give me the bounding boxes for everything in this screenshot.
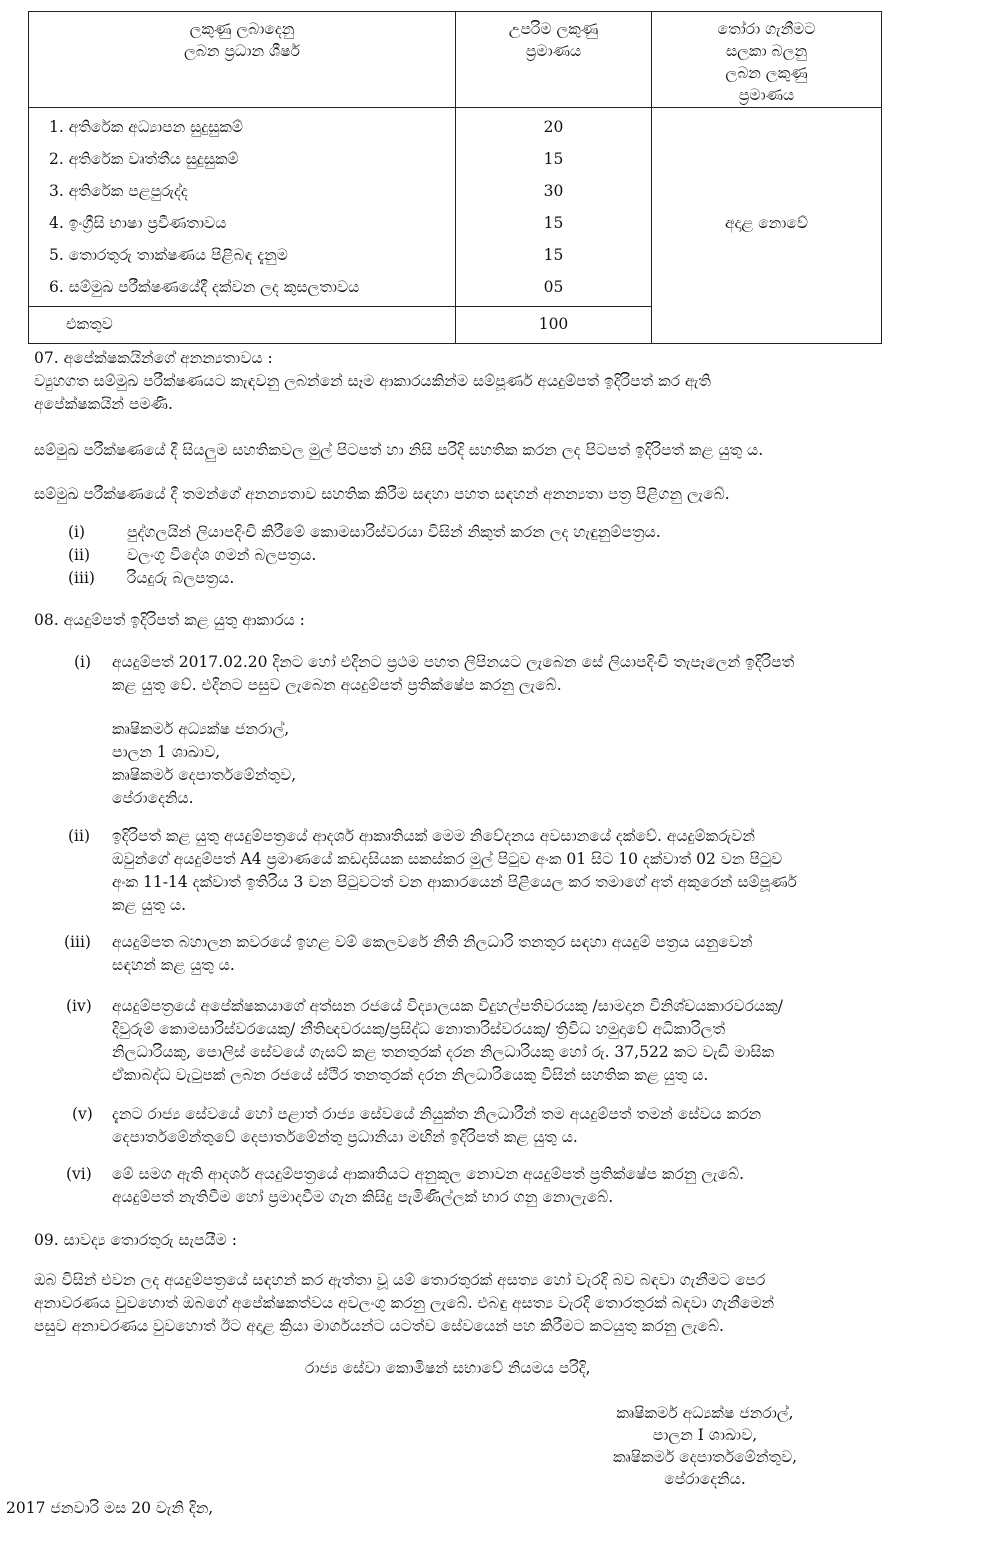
header-col2-line2: ප්‍රමාණය: [525, 42, 582, 60]
item-ii-line: ඔවුන්ගේ අයදුම්පත් A4 ප්‍රමාණයේ කඩදාසියක සකස්කර මුල් පිටුව අංක 01 සිට 10 දක්වාත් 02 වන පිටුව: [112, 850, 783, 868]
item-iv-line: දිවුරුම් කොමසාරිස්වරයෙකු/ නීතිඥවරයකු/ප්‍රසිද්ධ නොතාරිස්වරයකු/ ත්‍රිවිධ හමුදාවේ අධිකාරිලත්: [112, 1020, 726, 1038]
item-v-line: දෙපාර්තමේන්තුවේ දෙපාර්තමේන්තු ප්‍රධානියා මඟින් ඉදිරිපත් කළ යුතු ය.: [112, 1128, 578, 1146]
item-vi-line: මේ සමග ඇති ආදර්ශ අයදුම්පත්‍රයේ ආකෘතියට අනුකූල නොවන අයදුම්පත් ප්‍රතික්ෂේප කරනු ලැබේ.: [112, 1165, 745, 1183]
item-iii-line: අයදුම්පත බහාලන කවරයේ ඉහළ වම් කෙලවරේ නීති නිලධාරි තනතුර සඳහා අයදුම් පත්‍රය යනුවෙන්: [112, 933, 753, 951]
address-line: කෘෂිකර්ම දෙපාර්තමේන්තුව,: [112, 766, 297, 784]
section-07-heading: 07. අපේක්ෂකයින්ගේ අනන්‍යතාවය :: [34, 349, 273, 367]
item-ii-line: ඉදිරිපත් කළ යුතු අයදුම්පත්‍රයේ ආදර්ශ ආකෘතියක් මෙම නිවේදනය අවසානයේ දක්වේ. අයදුම්කරුවන්: [112, 827, 755, 845]
section-07-para3: සම්මුඛ පරීක්ෂණයේ දී තමන්ගේ අනන්‍යතාව සහතික කිරීම සඳහා පහත සඳහන් අනන්‍යතා පත්‍ර පිළිගනු ලැබේ.: [34, 485, 730, 503]
header-col3-line1: තෝරා ගැනීමට: [717, 20, 816, 38]
marks-value: 20: [543, 118, 564, 136]
address-line: කෘෂිකර්ම අධ්‍යක්ෂ ජනරාල්,: [112, 720, 290, 738]
id-item-text: පුද්ගලයින් ලියාපදිංචි කිරීමේ කොමසාරිස්වරයා විසින් නිකුත් කරන ලද හැඳුනුම්පත්‍රය.: [127, 523, 661, 541]
not-applicable-text: අදාළ නොවේ: [724, 214, 809, 232]
id-item-number: (iii): [68, 569, 95, 587]
header-col2-line1: උපරිම ලකුණු: [508, 20, 599, 38]
section-09-line: පසුව අනාවරණය වුවහොත් ඊට අදාළ ක්‍රියා මාර්ගයන්ට යටත්ව සේවයෙන් පහ කිරීමට කටයුතු කරනු ලැබේ.: [34, 1317, 724, 1335]
item-i-number: (i): [74, 653, 92, 671]
header-considered-marks: [652, 12, 882, 108]
criteria-row: 4. ඉංග්‍රීසි භාෂා ප්‍රවීණතාවය: [49, 214, 227, 232]
section-09-heading: 09. සාවද්‍ය තොරතුරු සැපයීම :: [34, 1231, 237, 1249]
signature-line: කෘෂිකර්ම අධ්‍යක්ෂ ජනරාල්,: [616, 1404, 794, 1422]
item-v-line: දැනට රාජ්‍ය සේවයේ හෝ පළාත් රාජ්‍ය සේවයේ නියුක්ත නිලධාරීන් තම අයදුම්පත් තමන් සේවය කරන: [112, 1105, 762, 1123]
item-iv-line: අයදුම්පත්‍රයේ අපේක්ෂකයාගේ අත්සන රජයේ විද්‍යාලයක විදුහල්පතිවරයකු /සාමදාන විනිශ්චයකාරවරයකු/: [112, 997, 783, 1015]
marks-value: 30: [543, 182, 564, 200]
criteria-row: 6. සම්මුඛ පරීක්ෂණයේදී දක්වන ලද කුසලතාවය: [49, 278, 360, 296]
item-vi-number: (vi): [66, 1165, 92, 1183]
header-col3-line2: සලකා බලනු: [725, 42, 808, 60]
criteria-row: 2. අතිරේක වෘත්තීය සුදුසුකම්: [49, 150, 239, 168]
marks-value: 15: [543, 246, 564, 264]
marks-cell: [456, 108, 652, 307]
marks-table: [28, 11, 882, 344]
closing-line: රාජ්‍ය සේවා කොමිෂන් සභාවේ නියමය පරිදි,: [305, 1359, 591, 1377]
item-ii-line: කළ යුතු ය.: [112, 896, 187, 914]
item-iv-number: (iv): [66, 997, 92, 1015]
not-applicable-cell: [652, 108, 882, 344]
marks-value: 15: [543, 150, 564, 168]
signature-line: පේරාදෙනිය.: [664, 1470, 746, 1488]
signature-block: [560, 1402, 850, 1490]
item-v-number: (v): [72, 1105, 93, 1123]
id-item-number: (i): [68, 523, 86, 541]
header-col3-line4: ප්‍රමාණය: [738, 86, 795, 104]
section-09-line: ඔබ විසින් එවන ලද අයදුම්පත්‍රයේ සඳහන් කර ඇත්තා වූ යම් තොරතුරක් අසත්‍ය හෝ වැරදි බව බඳවා ගැනීමට පෙර: [34, 1271, 766, 1289]
header-max-marks: [456, 12, 652, 108]
header-col1-line1: ලකුණු ලබාදෙනු: [189, 20, 295, 38]
criteria-cell: [29, 108, 456, 307]
section-08-heading: 08. අයදුම්පත් ඉදිරිපත් කළ යුතු ආකාරය :: [34, 611, 305, 629]
criteria-row: 5. තොරතුරු තාක්ෂණය පිළිබඳ දැනුම: [49, 246, 288, 264]
total-value-cell: [456, 307, 652, 344]
item-i-line: කළ යුතු වේ. එදිනට පසුව ලැබෙන අයදුම්පත් ප්‍රතික්ෂේප කරනු ලැබේ.: [112, 676, 562, 694]
date-line: 2017 ජනවාරි මස 20 වැනි දින,: [6, 1499, 214, 1517]
total-value: 100: [538, 315, 569, 333]
section-07-para1-line1: ව්‍යුහගත සම්මුඛ පරීක්ෂණයට කැඳවනු ලබන්නේ සෑම ආකාරයකින්ම සම්පූර්ණ අයදුම්පත් ඉදිරිපත් කර ඇති: [34, 372, 712, 390]
criteria-row: 3. අතිරේක පළපුරුද්ද: [49, 182, 188, 200]
total-label: එකතුව: [66, 315, 113, 333]
id-item-text: රියදුරු බලපත්‍රය.: [127, 569, 235, 587]
address-line: පාලන 1 ශාඛාව,: [112, 743, 221, 761]
header-col3-line3: ලබන ලකුණු: [725, 64, 808, 82]
criteria-row: 1. අතිරේක අධ්‍යාපන සුදුසුකම්: [49, 118, 244, 136]
item-ii-line: අංක 11-14 දක්වාත් ඉතිරිය 3 වන පිටුවටත් වන ආකාරයෙන් පිළියෙල කර තමාගේ අත් අකුරෙන් සම්පූර්ණ: [112, 873, 797, 891]
item-ii-number: (ii): [68, 827, 91, 845]
item-iv-line: ඒකාබද්ධ වැටුපක් ලබන රජයේ ස්ථිර තනතුරක් දරන නිලධාරියෙකු විසින් සහතික කළ යුතු ය.: [112, 1066, 709, 1084]
signature-line: කෘෂිකර්ම දෙපාර්තමේන්තුව,: [612, 1448, 798, 1466]
item-iv-line: නිලධාරියකු, පොලිස් සේවයේ ගැසට් කළ තනතුරක් දරන නිලධාරියකු හෝ රු. 37,522 කට වැඩි මාසික: [112, 1043, 775, 1061]
section-07-para2: සම්මුඛ පරීක්ෂණයේ දී සියලුම සහතිකවල මුල් පිටපත් හා නිසි පරිදි සහතික කරන ලද පිටපත් ඉදිරිපත් කළ යුතු ය.: [34, 441, 764, 459]
marks-value: 15: [543, 214, 564, 232]
header-col1-line2: ලබන ප්‍රධාන ශීර්ෂ: [184, 42, 300, 60]
section-07-para1-line2: අපේක්ෂකයින් පමණි.: [34, 395, 173, 413]
item-iii-number: (iii): [64, 933, 91, 951]
marks-value: 05: [543, 278, 564, 296]
id-item-number: (ii): [68, 546, 91, 564]
item-iii-line: සඳහන් කළ යුතු ය.: [112, 956, 235, 974]
total-label-cell: [29, 307, 456, 344]
address-line: පේරාදෙනිය.: [112, 789, 194, 807]
signature-line: පාලන I ශාඛාව,: [652, 1426, 758, 1444]
id-item-text: වලංගු විදේශ ගමන් බලපත්‍රය.: [127, 546, 317, 564]
item-i-line: අයදුම්පත් 2017.02.20 දිනට හෝ එදිනට ප්‍රථම පහත ලිපිනයට ලැබෙන සේ ලියාපදිංචි තැපෑලෙන් ඉදිරිපත්: [112, 653, 795, 671]
item-vi-line: අයදුම්පත් නැතිවීම හෝ ප්‍රමාදවීම ගැන කිසිදු පැමිණිල්ලක් භාර ගනු නොලැබේ.: [112, 1188, 614, 1206]
section-09-line: අනාවරණය වුවහොත් ඔබගේ අපේක්ෂකත්වය අවලංගු කරනු ලැබේ. එබඳු අසත්‍ය වැරදි තොරතුරක් බඳවා ගැනීමෙන්: [34, 1294, 775, 1312]
header-main-headings: [29, 12, 456, 108]
